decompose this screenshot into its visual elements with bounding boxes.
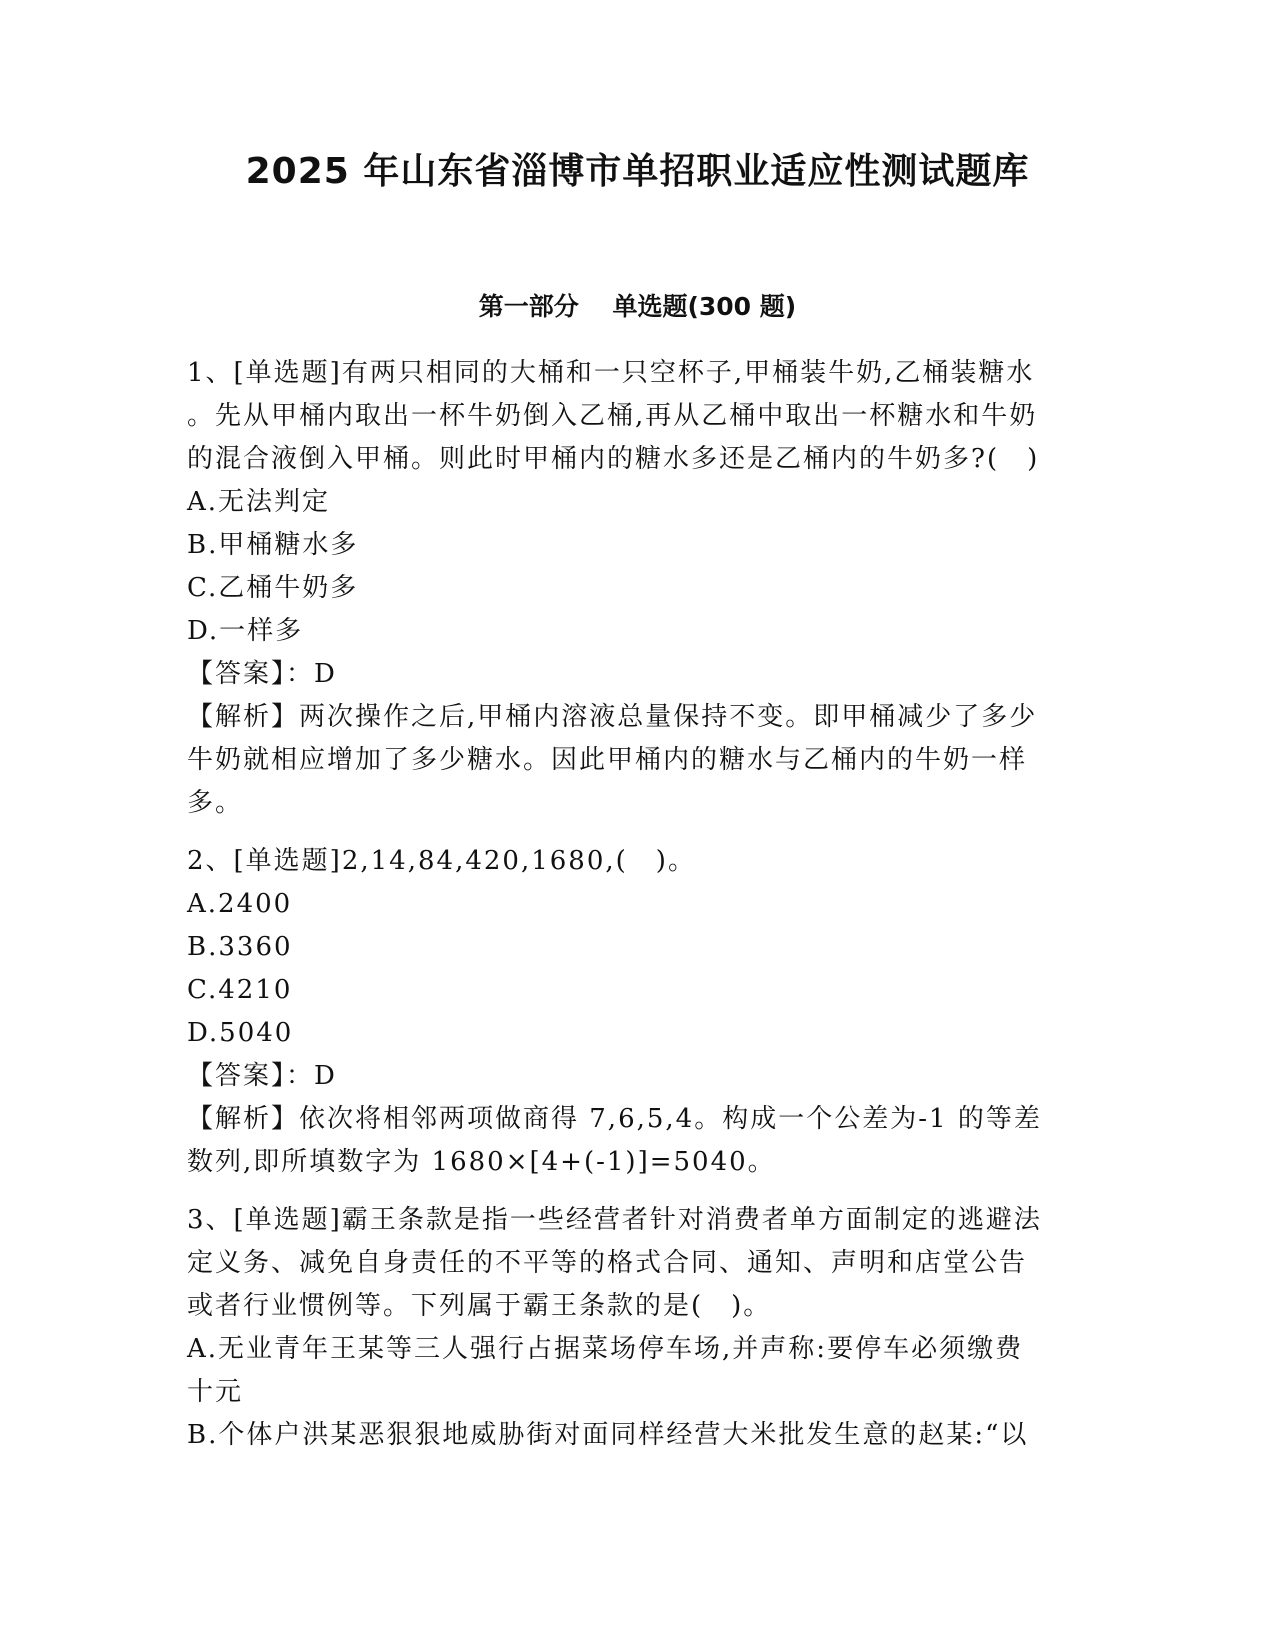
option-a: A.无法判定 [187,487,331,517]
option-a-line: 十元 [187,1377,244,1407]
section-title: 第一部分 单选题(300 题) [478,292,797,321]
question-2 [187,840,1077,1184]
option-d: D.5040 [187,1018,294,1048]
answer-line: 【答案】：D [187,659,337,689]
analysis-line: 数列,即所填数字为 1680×[4+(-1)]=5040。 [187,1147,776,1177]
analysis-line: 牛奶就相应增加了多少糖水。因此甲桶内的糖水与乙桶内的牛奶一样 [187,745,1028,775]
question-stem-line: 3、[单选题]霸王条款是指一些经营者针对消费者单方面制定的逃避法 [187,1205,1042,1235]
option-d: D.一样多 [187,616,304,646]
question-stem-line: 。先从甲桶内取出一杯牛奶倒入乙桶,再从乙桶中取出一杯糖水和牛奶 [187,401,1038,431]
question-stem-line: 或者行业惯例等。下列属于霸王条款的是( )。 [187,1291,772,1321]
analysis-line: 【解析】两次操作之后,甲桶内溶液总量保持不变。即甲桶减少了多少 [187,702,1038,732]
question-stem-line: 定义务、减免自身责任的不平等的格式合同、通知、声明和店堂公告 [187,1248,1028,1278]
question-stem-line: 1、[单选题]有两只相同的大桶和一只空杯子,甲桶装牛奶,乙桶装糖水 [187,358,1035,388]
option-b: B.3360 [187,932,293,962]
question-stem-line: 的混合液倒入甲桶。则此时甲桶内的糖水多还是乙桶内的牛奶多?( ) [187,444,1040,474]
option-c: C.乙桶牛奶多 [187,573,359,603]
question-1 [187,352,1077,825]
question-3 [187,1199,1077,1457]
analysis-line: 【解析】依次将相邻两项做商得 7,6,5,4。构成一个公差为-1 的等差 [187,1104,1042,1134]
option-b: B.甲桶糖水多 [187,530,359,560]
option-a: A.2400 [187,889,293,919]
document-title: 2025 年山东省淄博市单招职业适应性测试题库 [245,151,1030,192]
option-a-line: A.无业青年王某等三人强行占据菜场停车场,并声称:要停车必须缴费 [187,1334,1024,1364]
option-b-line: B.个体户洪某恶狠狠地威胁街对面同样经营大米批发生意的赵某:“以 [187,1420,1029,1450]
answer-line: 【答案】：D [187,1061,337,1091]
question-stem-line: 2、[单选题]2,14,84,420,1680,( )。 [187,846,696,876]
analysis-line: 多。 [187,788,244,818]
question-list [187,352,1077,1472]
option-c: C.4210 [187,975,293,1005]
